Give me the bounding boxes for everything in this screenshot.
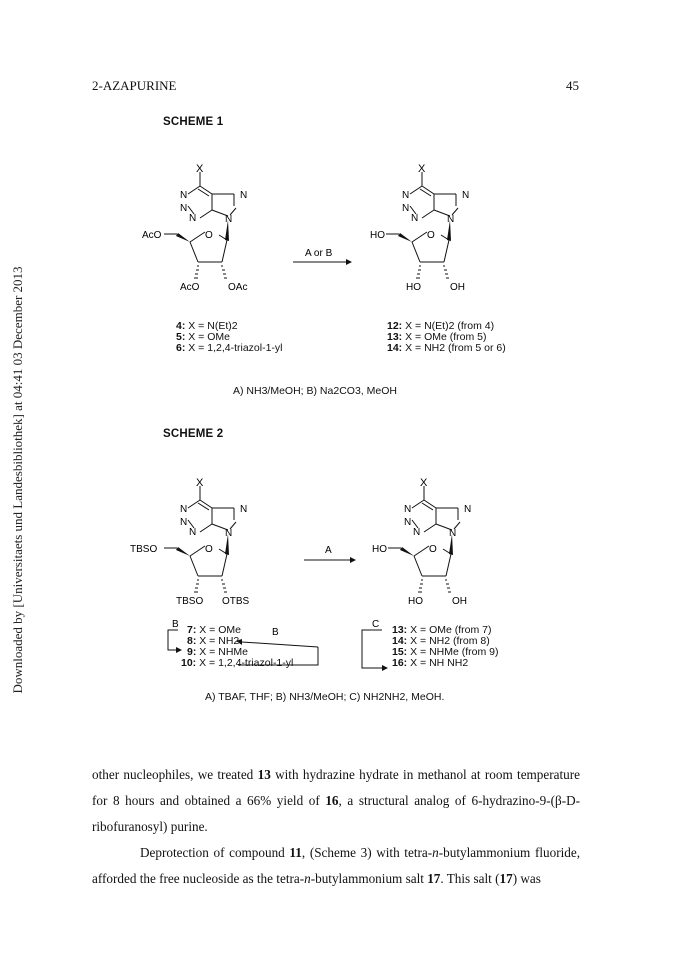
s2-right-list xyxy=(392,625,499,669)
s2r-n7: N xyxy=(464,504,472,515)
s2r-n2: N xyxy=(404,517,412,528)
s2r-n9: N xyxy=(449,528,457,539)
s2r-n3: N xyxy=(413,527,421,538)
s1l-c5: AcO xyxy=(142,230,162,241)
s2-right-item-13: 13: X = OMe (from 7) xyxy=(392,624,492,636)
s2r-n1: N xyxy=(404,504,412,515)
s2-right-item-14: 14: X = NH2 (from 8) xyxy=(392,635,490,647)
running-header-title: 2-AZAPURINE xyxy=(92,78,177,93)
s2r-x: X xyxy=(420,477,428,489)
scheme2-title: SCHEME 2 xyxy=(163,428,224,440)
s1-right-list xyxy=(387,321,506,354)
s2l-c2: OTBS xyxy=(222,596,250,607)
s1l-n9: N xyxy=(225,214,233,225)
s1r-n1: N xyxy=(402,190,410,201)
s2l-n7: N xyxy=(240,504,248,515)
scheme1-title: SCHEME 1 xyxy=(163,116,224,128)
s2-left-list xyxy=(181,624,294,669)
s1l-c2: OAc xyxy=(228,282,248,293)
s2l-c3: TBSO xyxy=(176,596,204,607)
s1l-o: O xyxy=(205,230,213,241)
s2l-c5: TBSO xyxy=(130,544,158,555)
s2-bracket-b-mid: B xyxy=(272,627,279,638)
s1r-n3: N xyxy=(411,213,419,224)
s1r-c5: HO xyxy=(370,230,385,241)
s2l-n2: N xyxy=(180,517,188,528)
s2-conditions: A) TBAF, THF; B) NH3/MeOH; C) NH2NH2, MeOH. xyxy=(205,691,445,703)
s1l-x: X xyxy=(196,163,204,175)
s1l-c3: AcO xyxy=(180,282,200,293)
s2l-o: O xyxy=(205,544,213,555)
s1r-x: X xyxy=(418,163,426,175)
s2l-n1: N xyxy=(180,504,188,515)
s2r-c2: OH xyxy=(452,596,467,607)
s2r-o: O xyxy=(429,544,437,555)
s1-right-item-12: 12: X = N(Et)2 (from 4) xyxy=(387,320,495,332)
s2-bracket-b-left: B xyxy=(172,619,179,630)
s1-left-list xyxy=(176,321,283,354)
s2l-n9: N xyxy=(225,528,233,539)
s2-right-item-16: 16: X = NH NH2 xyxy=(392,657,469,669)
s1r-c3: HO xyxy=(406,282,421,293)
s2l-x: X xyxy=(196,477,204,489)
paragraph-2: Deprotection of compound 11, (Scheme 3) with tetra-n-butylammonium fluoride, afforded the free nucleoside as the tetra-n-butylammonium salt 17. This salt (17) was xyxy=(92,845,580,886)
s1r-n7: N xyxy=(462,190,470,201)
s2-left-item-10: 10: X = 1,2,4-triazol-1-yl xyxy=(181,657,294,669)
s1-conditions: A) NH3/MeOH; B) Na2CO3, MeOH xyxy=(233,385,397,397)
s1r-c2: OH xyxy=(450,282,465,293)
s1r-o: O xyxy=(427,230,435,241)
s2-arrow-label: A xyxy=(325,545,332,556)
s2r-c5: HO xyxy=(372,544,387,555)
s1r-n9: N xyxy=(447,214,455,225)
s2-bracket-c: C xyxy=(372,619,380,630)
s2-left-item-7: 7: X = OMe xyxy=(187,624,241,636)
s1r-n2: N xyxy=(402,203,410,214)
s2-right-item-15: 15: X = NHMe (from 9) xyxy=(392,646,499,658)
s1-left-item-4: 4: X = N(Et)2 xyxy=(176,320,238,332)
s1-right-item-13: 13: X = OMe (from 5) xyxy=(387,331,487,343)
s1-left-item-6: 6: X = 1,2,4-triazol-1-yl xyxy=(176,342,283,354)
paragraph-1: other nucleophiles, we treated 13 with hydrazine hydrate in methanol at room temperature for 8 hours and obtained a 66% yield of 16, a structural analog of 6-hydrazino-9-(β-D-ribofuranosyl) purine. xyxy=(92,767,581,834)
s1-arrow-label: A or B xyxy=(305,248,333,259)
s2l-n3: N xyxy=(189,527,197,538)
s2-left-item-8: 8: X = NH2 xyxy=(187,635,240,647)
page-number: 45 xyxy=(566,78,579,93)
s2-left-item-9: 9: X = NHMe xyxy=(187,646,248,658)
s1l-n2: N xyxy=(180,203,188,214)
download-watermark-text: Downloaded by [Universitaets und Landesbibliothek] at 04:41 03 December 2013 xyxy=(10,266,25,694)
body-text xyxy=(92,762,580,892)
s1l-n3: N xyxy=(189,213,197,224)
s1-right-item-14: 14: X = NH2 (from 5 or 6) xyxy=(387,342,506,354)
s2r-c3: HO xyxy=(408,596,423,607)
s1l-n7: N xyxy=(240,190,248,201)
s1l-n1: N xyxy=(180,190,188,201)
s1-left-item-5: 5: X = OMe xyxy=(176,331,230,343)
